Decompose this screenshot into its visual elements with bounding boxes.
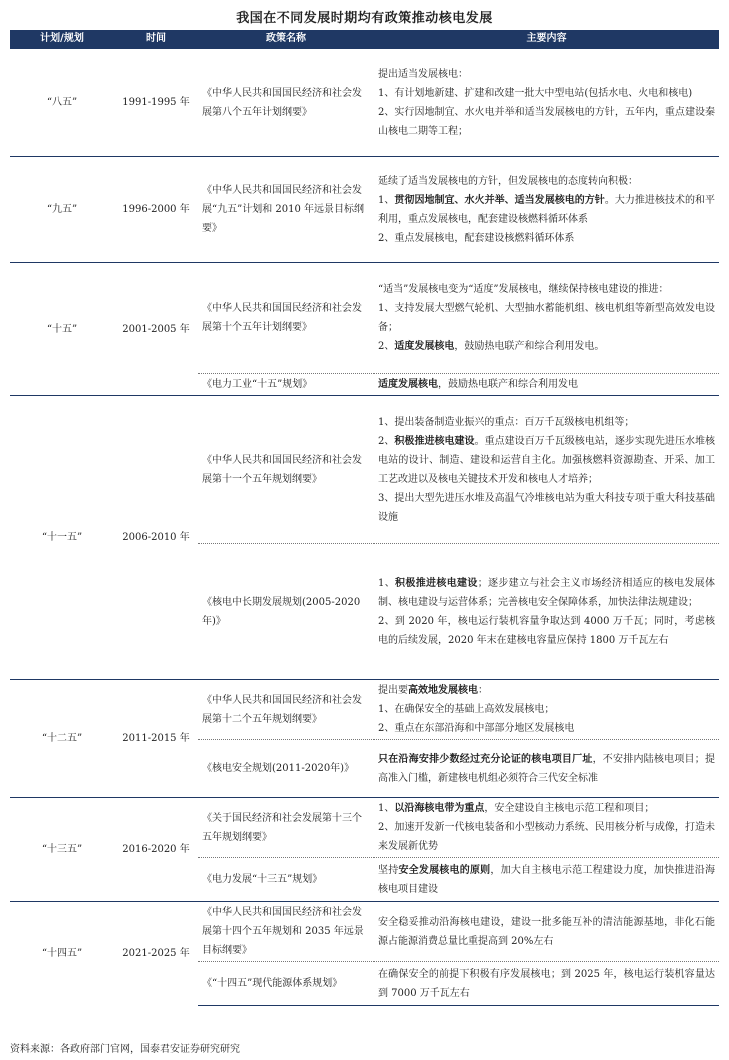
content-line	[378, 229, 715, 248]
policy-name-cell: 《核电中长期发展规划(2005-2020年)》	[198, 544, 374, 680]
main-content-cell	[374, 49, 719, 157]
period-cell: 1991-1995 年	[114, 49, 198, 157]
table-row	[10, 49, 719, 157]
policy-table	[10, 30, 719, 1006]
content-line	[378, 65, 715, 84]
main-content-cell	[374, 263, 719, 374]
content-line	[378, 191, 715, 229]
period-cell: 2001-2005 年	[114, 263, 198, 396]
policy-name-cell: 《中华人民共和国国民经济和社会发展第十二个五年规划纲要》	[198, 680, 374, 740]
content-text: 1、提出装备制造业振兴的重点：百万千瓦级核电机组等；	[378, 416, 635, 428]
content-text: 1、在确保安全的基础上高效发展核电；	[378, 704, 555, 715]
table-header-row	[10, 30, 719, 49]
content-line	[378, 84, 715, 103]
header-period: 时间	[114, 30, 198, 49]
main-content-cell	[374, 902, 719, 962]
content-line	[378, 861, 715, 899]
content-line	[378, 172, 715, 191]
content-line	[378, 799, 715, 818]
table-row	[10, 680, 719, 740]
table-row	[10, 396, 719, 544]
content-line	[378, 280, 715, 299]
policy-name-cell: 《中华人民共和国国民经济和社会发展第八个五年计划纲要》	[198, 49, 374, 157]
header-plan: 计划/规划	[10, 30, 114, 49]
main-content-cell	[374, 374, 719, 396]
content-text: 1、	[378, 577, 396, 589]
content-line	[378, 103, 715, 141]
content-line	[378, 375, 715, 394]
content-text: 1、支持发展大型燃气轮机、大型抽水蓄能机组、核电机组等新型高效发电设备；	[378, 303, 715, 333]
content-text: 。大力推进核技术的和平利用，重点发展核电，配套建设核燃料循环体系	[378, 194, 716, 225]
main-content-cell	[374, 740, 719, 798]
content-text: 在确保安全的前提下积极有序发展核电；到 2025 年，核电运行装机容量达到 7000 万千瓦左右	[378, 968, 715, 999]
content-line	[378, 965, 715, 1003]
content-text: 1、	[378, 803, 395, 814]
content-line	[378, 612, 715, 650]
content-text: 2、重点发展核电，配套建设核燃料循环体系	[378, 232, 575, 244]
content-text: 1、	[378, 194, 395, 206]
content-text: ，不安排内陆核电项目；提高准入门槛，新建核电机组必须符合三代安全标准	[378, 753, 715, 784]
period-cell: 1996-2000 年	[114, 157, 198, 263]
period-cell: 2016-2020 年	[114, 798, 198, 902]
content-line	[378, 574, 715, 612]
content-text: ，鼓励热电联产和综合利用发电。	[454, 341, 605, 352]
content-line	[378, 337, 715, 356]
content-text: “适当”发展核电变为“适度”发展核电，继续保持核电建设的推进：	[378, 284, 669, 295]
policy-name-cell: 《核电安全规划(2011-2020年)》	[198, 740, 374, 798]
content-text: 坚持	[378, 864, 399, 876]
content-line	[378, 700, 715, 719]
main-content-cell	[374, 858, 719, 902]
content-line	[378, 489, 715, 527]
period-cell: 2011-2015 年	[114, 680, 198, 798]
policy-name-cell: 《中华人民共和国国民经济和社会发展“九五”计划和 2010 年远景目标纲要》	[198, 157, 374, 263]
period-cell: 2021-2025 年	[114, 902, 198, 1006]
emphasis-text: 以沿海核电带为重点	[394, 803, 485, 814]
main-content-cell	[374, 157, 719, 263]
emphasis-text: 只在沿海安排少数经过充分论证的核电项目厂址	[378, 753, 593, 765]
table-row	[10, 263, 719, 374]
emphasis-text: 贯彻因地制宜、水火并举、适当发展核电的方针	[394, 194, 605, 206]
plan-cell: “八五”	[10, 49, 114, 157]
table-row	[10, 902, 719, 962]
plan-cell: “十二五”	[10, 680, 114, 798]
content-text: 2、重点在东部沿海和中部部分地区发展核电	[378, 723, 575, 734]
table-row	[10, 157, 719, 263]
content-line	[378, 750, 715, 788]
content-line	[378, 432, 715, 489]
emphasis-text: 适度发展核电	[378, 379, 438, 390]
content-text: ；逐步建立与社会主义市场经济相适应的核电发展体制、核电建设与运营体系；完善核电安全保障体系，加快法律法规建设；	[378, 577, 715, 608]
plan-cell: “十五”	[10, 263, 114, 396]
content-text: ：	[478, 685, 488, 696]
main-content-cell	[374, 798, 719, 858]
emphasis-text: 高效地发展核电	[408, 685, 478, 696]
policy-name-cell: 《中华人民共和国国民经济和社会发展第十四个五年规划和 2035 年远景目标纲要》	[198, 902, 374, 962]
table-body	[10, 49, 719, 1006]
main-content-cell	[374, 680, 719, 740]
content-line	[378, 719, 715, 738]
content-text: 2、	[378, 435, 395, 447]
main-content-cell	[374, 396, 719, 544]
table-row	[10, 798, 719, 858]
content-line	[378, 299, 715, 337]
content-text: 安全稳妥推动沿海核电建设，建设一批多能互补的清洁能源基地，非化石能源占能源消费总量比重提高到 20%左右	[378, 916, 715, 947]
policy-name-cell: 《“十四五”现代能源体系规划》	[198, 962, 374, 1006]
content-text: 。重点建设百万千瓦级核电站，逐步实现先进压水堆核电站的设计、制造、建设和运营自主化。加强核燃料资源勘查、开采、加工工艺改进以及核电关键技术开发和核电人才培养；	[378, 435, 715, 485]
content-text: ，鼓励热电联产和综合利用发电	[438, 379, 578, 390]
content-text: 延续了适当发展核电的方针，但发展核电的态度转向积极：	[378, 175, 638, 187]
content-line	[378, 413, 715, 432]
emphasis-text: 安全发展核电的原则	[398, 864, 491, 876]
main-content-cell	[374, 544, 719, 680]
header-main-content: 主要内容	[374, 30, 719, 49]
source-note: 资料来源：各政府部门官网，国泰君安证券研究研究	[10, 1044, 240, 1055]
policy-name-cell: 《电力发展“十三五”规划》	[198, 858, 374, 902]
policy-name-cell: 《中华人民共和国国民经济和社会发展第十个五年计划纲要》	[198, 263, 374, 374]
content-line	[378, 681, 715, 700]
policy-name-cell: 《中华人民共和国国民经济和社会发展第十一个五年规划纲要》	[198, 396, 374, 544]
policy-name-cell: 《电力工业“十五”规划》	[198, 374, 374, 396]
content-text: ，加大自主核电示范工程建设力度，加快推进沿海核电项目建设	[378, 864, 715, 895]
policy-name-cell: 《关于国民经济和社会发展第十三个五年规划纲要》	[198, 798, 374, 858]
period-cell: 2006-2010 年	[114, 396, 198, 680]
content-line	[378, 913, 715, 951]
content-text: 1、有计划地新建、扩建和改建一批大中型电站(包括水电、火电和核电)	[378, 87, 693, 99]
emphasis-text: 积极推进核电建设	[394, 435, 475, 447]
content-line	[378, 818, 715, 856]
content-text: 2、加速开发新一代核电装备和小型核动力系统、民用核分析与成像，打造未来发展新优势	[378, 822, 715, 852]
plan-cell: “十四五”	[10, 902, 114, 1006]
table-title: 我国在不同发展时期均有政策推动核电发展	[236, 11, 493, 26]
content-text: 2、	[378, 341, 395, 352]
header-policy-name: 政策名称	[198, 30, 374, 49]
content-text: 提出适当发展核电：	[378, 68, 468, 80]
plan-cell: “十三五”	[10, 798, 114, 902]
plan-cell: “十一五”	[10, 396, 114, 680]
content-text: 2、实行因地制宜、水火电并举和适当发展核电的方针，五年内，重点建设秦山核电二期等工程；	[378, 106, 715, 137]
content-text: 2、到 2020 年，核电运行装机容量争取达到 4000 万千瓦；同时，考虑核电的后续发展，2020 年末在建核电容量应保持 1800 万千瓦左右	[378, 615, 715, 646]
content-text: 3、提出大型先进压水堆及高温气冷堆核电站为重大科技专项于重大科技基础设施	[378, 492, 715, 523]
emphasis-text: 积极推进核电建设	[395, 577, 478, 589]
emphasis-text: 适度发展核电	[394, 341, 455, 352]
main-content-cell	[374, 962, 719, 1006]
plan-cell: “九五”	[10, 157, 114, 263]
content-text: ，安全建设自主核电示范工程和项目；	[484, 803, 655, 814]
content-text: 提出要	[378, 685, 408, 696]
